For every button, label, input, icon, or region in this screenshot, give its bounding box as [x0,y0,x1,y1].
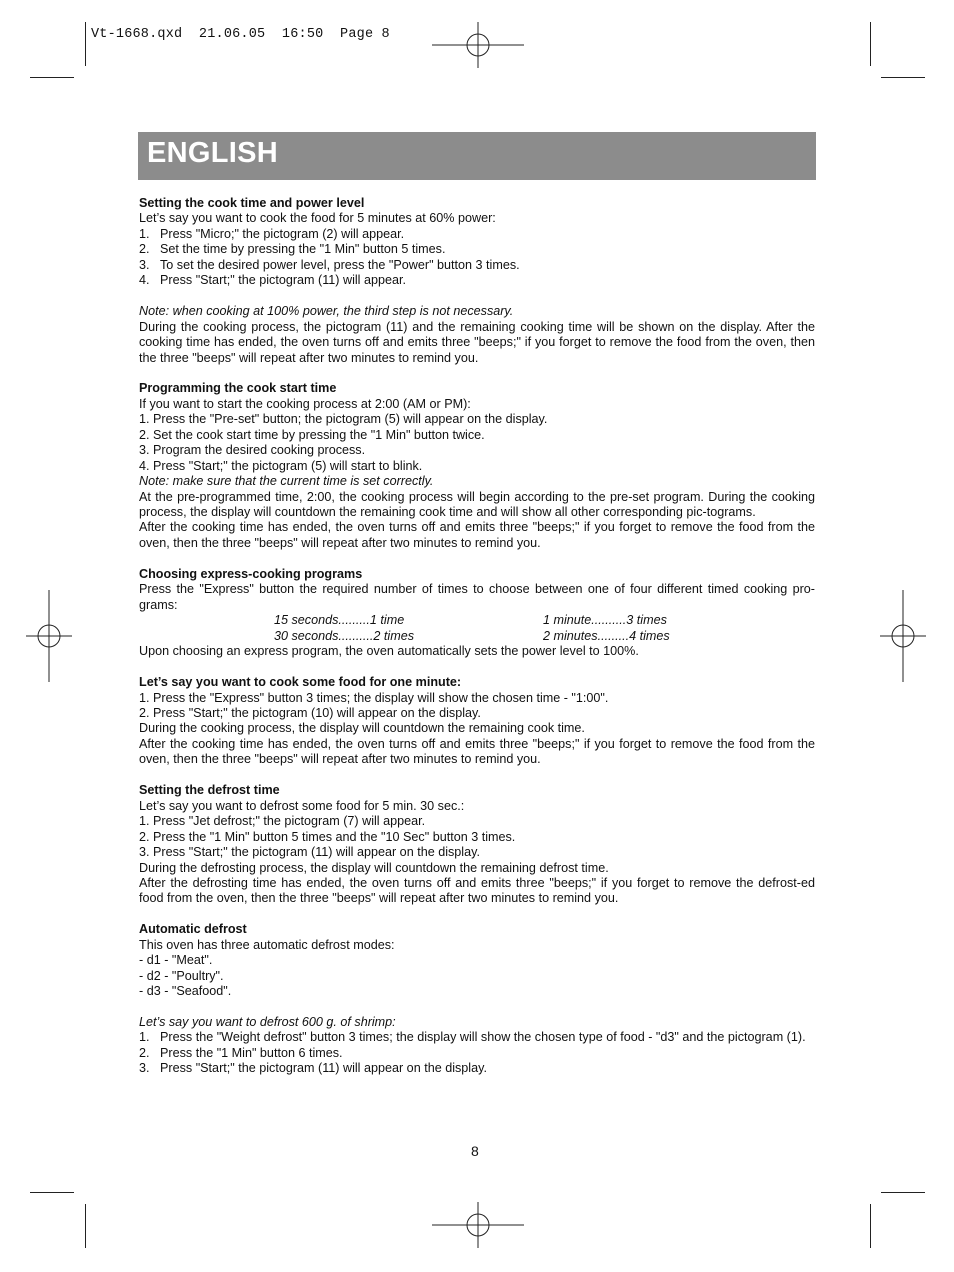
crop-mark-bl-h [30,1192,74,1193]
express-options [139,613,815,644]
list-item: 2. Press the "1 Min" button 5 times and the "10 Sec" button 3 times. [139,829,516,844]
one-minute-body: After the cooking time has ended, the oven turns off and emits three "beeps;" if you forget to remove the food from the oven, then the three "beeps" will repeat after two minutes to remind you. [139,736,815,767]
registration-mark-right-icon [880,590,926,682]
crop-mark-bl-v [85,1204,86,1248]
list-item: 1. Press the "Pre-set" button; the pictogram (5) will appear on the display. [139,412,548,427]
list-item: 3. Program the desired cooking process. [139,443,366,458]
page-number: 8 [471,1143,479,1159]
express-option: 1 minute..........3 times [543,613,667,628]
express-intro: Press the "Express" button the required number of times to choose between one of four different timed cooking pro-grams: [139,582,815,612]
heading-cook-time: Setting the cook time and power level [139,196,365,210]
heading-defrost: Setting the defrost time [139,783,280,798]
heading-express: Choosing express-cooking programs [139,566,363,581]
cook-time-body: During the cooking process, the pictogram (11) and the remaining cooking time will be shown on the display. After the cooking time has ended, the oven turns off and emits three "beeps;" if you forget to remove the food from the oven, then the three "beeps" will repeat after two minutes to remind you. [139,319,815,365]
section-banner [138,132,816,180]
list-item: 2. Press "Start;" the pictogram (10) will appear on the display. [139,705,481,720]
list-item: 1. Press the "Express" button 3 times; the display will show the chosen time - "1:00". [139,690,609,705]
list-item: - d3 - "Seafood". [139,984,232,999]
list-item: 2. Press the "1 Min" button 6 times. [139,1045,343,1060]
express-option: 2 minutes.........4 times [543,628,670,643]
start-time-intro: If you want to start the cooking process at 2:00 (AM or PM): [139,396,471,411]
auto-defrost-example: Let’s say you want to defrost 600 g. of shrimp: [139,1015,396,1029]
list-item: 3. Press "Start;" the pictogram (11) will appear on the display. [139,1061,487,1076]
crop-mark-tr-h [881,77,925,78]
crop-mark-tl-v [85,22,86,66]
list-item: - d2 - "Poultry". [139,968,224,983]
crop-mark-br-v [870,1204,871,1248]
list-item: 3. To set the desired power level, press the "Power" button 3 times. [139,257,520,272]
start-time-note: Note: make sure that the current time is set correctly. [139,474,434,489]
heading-start-time: Programming the cook start time [139,381,337,396]
list-item: 1. Press "Micro;" the pictogram (2) will appear. [139,226,405,241]
list-item: 2. Set the time by pressing the "1 Min" button 5 times. [139,242,446,257]
list-item: 2. Set the cook start time by pressing the "1 Min" button twice. [139,427,485,442]
list-item: During the defrosting process, the display will countdown the remaining defrost time. [139,860,609,875]
list-item: 1. Press "Jet defrost;" the pictogram (7) will appear. [139,814,426,829]
defrost-intro: Let’s say you want to defrost some food for 5 min. 30 sec.: [139,798,465,813]
page-content [139,196,815,1077]
start-time-body-1: At the pre-programmed time, 2:00, the cooking process will begin according to the pre-set program. During the cooking process, the display will countdown the remaining cook time and will show all other corresponding pic-tograms. [139,489,815,520]
cook-time-intro: Let’s say you want to cook the food for 5 minutes at 60% power: [139,211,496,226]
express-option: 30 seconds..........2 times [274,628,414,643]
registration-mark-top-icon [432,22,524,68]
heading-one-minute: Let’s say you want to cook some food for one minute: [139,675,462,690]
list-item: - d1 - "Meat". [139,953,213,968]
express-option: 15 seconds.........1 time [274,613,405,628]
list-item: 3. Press "Start;" the pictogram (11) will appear on the display. [139,845,480,860]
registration-mark-bottom-icon [432,1202,524,1248]
list-item: During the cooking process, the display will countdown the remaining cook time. [139,721,585,736]
list-item: 4. Press "Start;" the pictogram (11) will appear. [139,273,406,288]
list-item: 1. Press the "Weight defrost" button 3 times; the display will show the chosen type of food - "d3" and the pictogram (1). [139,1030,806,1045]
start-time-body-2: After the cooking time has ended, the oven turns off and emits three "beeps;" if you forget to remove the food from the oven, then the three "beeps" will repeat after two minutes to remind you. [139,520,815,550]
section-title: ENGLISH [147,137,278,169]
auto-defrost-intro: This oven has three automatic defrost modes: [139,937,395,952]
printer-slug: Vt-1668.qxd 21.06.05 16:50 Page 8 [91,27,390,42]
crop-mark-tl-h [30,77,74,78]
registration-mark-left-icon [26,590,72,682]
heading-auto-defrost: Automatic defrost [139,922,247,937]
defrost-body: After the defrosting time has ended, the oven turns off and emits three "beeps;" if you forget to remove the defrost-ed food from the oven, then the three "beeps" will repeat after two minutes to remind you. [139,875,815,906]
list-item: 4. Press "Start;" the pictogram (5) will start to blink. [139,458,423,473]
crop-mark-tr-v [870,22,871,66]
crop-mark-br-h [881,1192,925,1193]
cook-time-note: Note: when cooking at 100% power, the third step is not necessary. [139,304,514,319]
express-outro: Upon choosing an express program, the oven automatically sets the power level to 100%. [139,644,639,659]
